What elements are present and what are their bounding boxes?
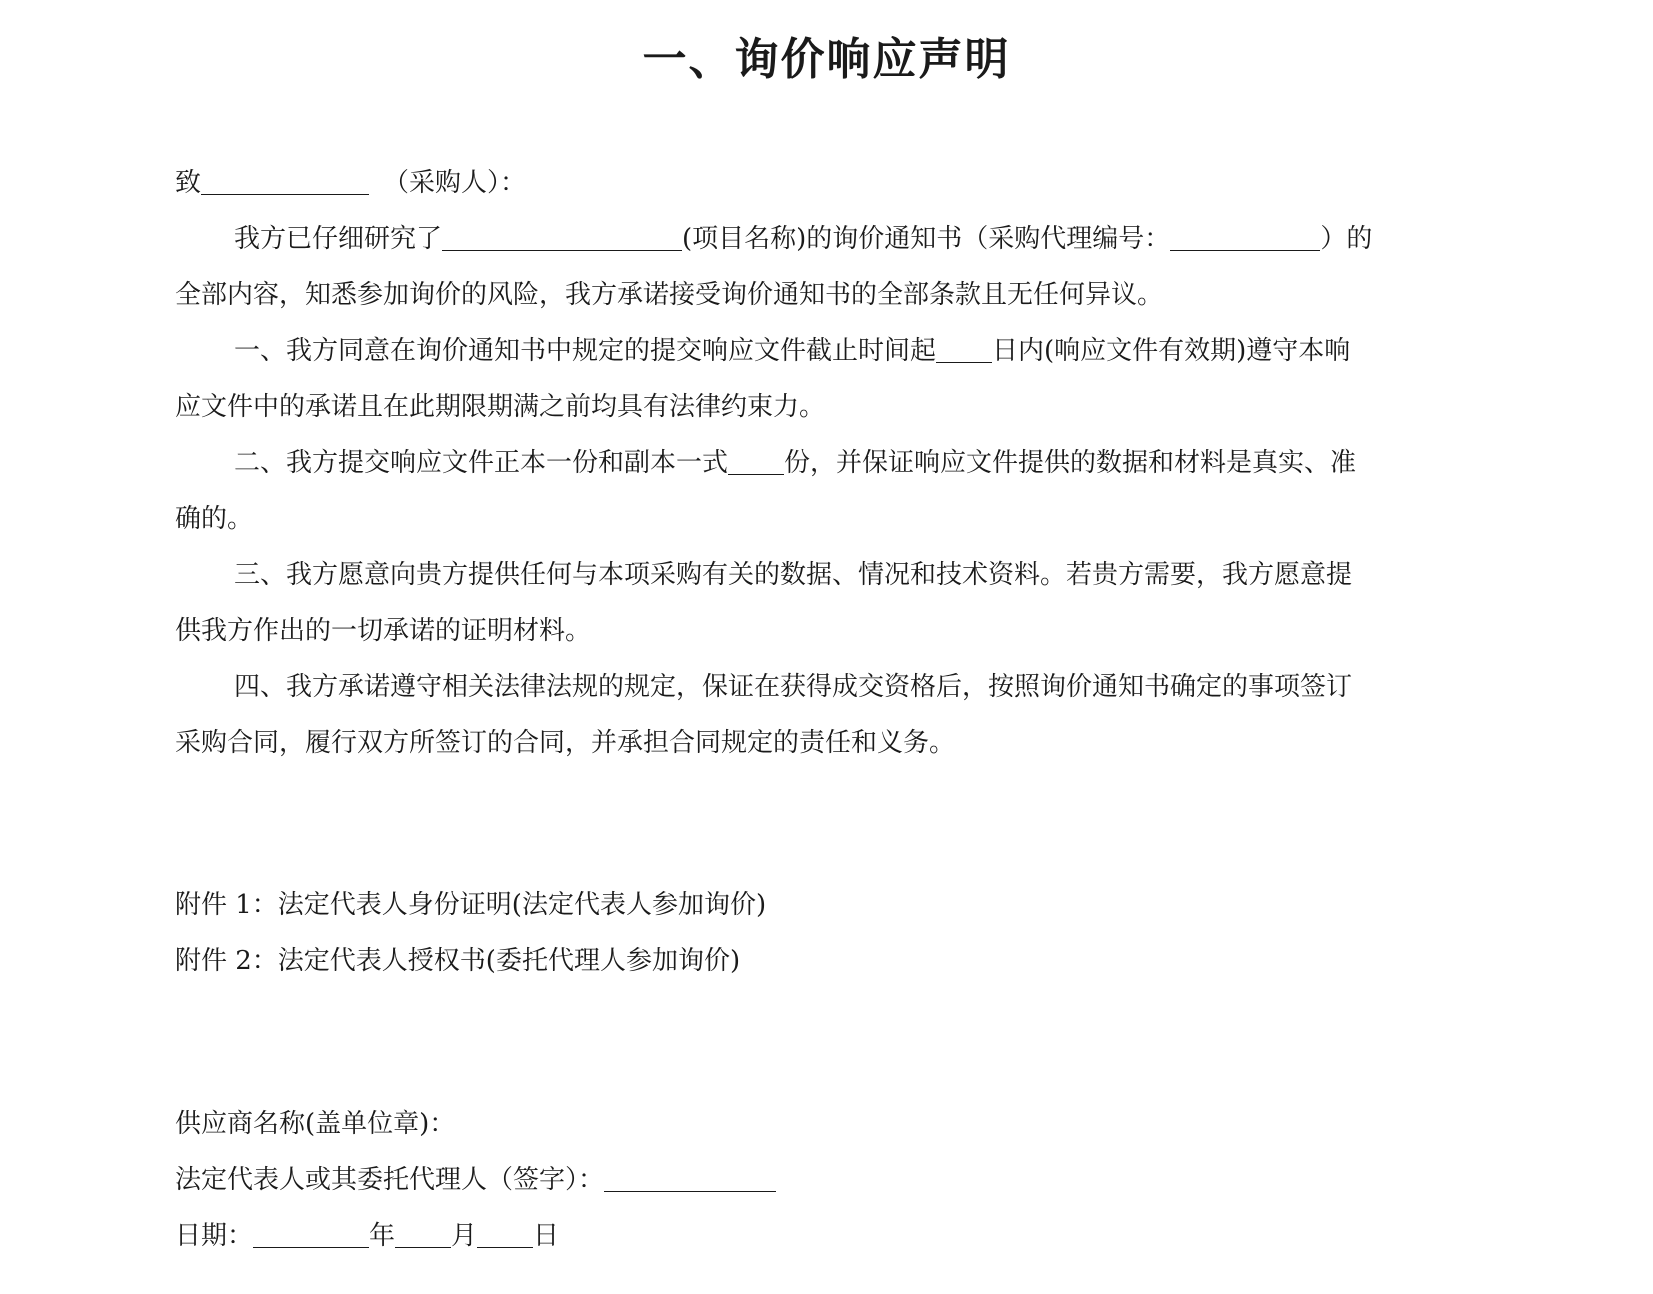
item4-text-2: 采购合同，履行双方所签订的合同，并承担合同规定的责任和义务。 <box>175 728 956 758</box>
date-line <box>175 1208 776 1264</box>
signature-block <box>175 1096 776 1264</box>
intro-paragraph-line2 <box>175 267 1493 323</box>
month-blank[interactable] <box>395 1213 451 1248</box>
day-blank[interactable] <box>477 1213 533 1248</box>
intro-text-3: ）的 <box>1320 224 1373 254</box>
attachment-item: 附件 1：法定代表人身份证明(法定代表人参加询价) <box>175 890 767 920</box>
item3-text-2: 供我方作出的一切承诺的证明材料。 <box>175 616 592 646</box>
validity-days-blank[interactable] <box>936 328 992 363</box>
item1-text-3: 应文件中的承诺且在此期限期满之前均具有法律约束力。 <box>175 392 826 422</box>
item4-line2 <box>175 715 1493 771</box>
representative-line <box>175 1152 776 1208</box>
attachment-item: 附件 2：法定代表人授权书(委托代理人参加询价) <box>175 946 741 976</box>
procurement-code-blank[interactable] <box>1170 216 1320 251</box>
item2-text-2: 份，并保证响应文件提供的数据和材料是真实、准 <box>784 448 1357 478</box>
attachments-list <box>175 877 766 989</box>
item4-text-1: 四、我方承诺遵守相关法律法规的规定，保证在获得成交资格后，按照询价通知书确定的事项签订 <box>234 672 1353 702</box>
intro-text-4: 全部内容，知悉参加询价的风险，我方承诺接受询价通知书的全部条款且无任何异议。 <box>175 280 1164 310</box>
supplier-name-line <box>175 1096 776 1152</box>
item4-line1 <box>175 659 1493 715</box>
item1-text-2: 日内(响应文件有效期)遵守本响 <box>992 336 1351 366</box>
salutation-prefix: 致 <box>175 168 202 198</box>
item3-text-1: 三、我方愿意向贵方提供任何与本项采购有关的数据、情况和技术资料。若贵方需要，我方愿意提 <box>234 560 1353 590</box>
month-label: 月 <box>451 1221 478 1251</box>
supplier-name-label: 供应商名称(盖单位章)： <box>175 1109 456 1139</box>
purchaser-blank[interactable] <box>201 160 369 195</box>
item2-line1 <box>175 435 1493 491</box>
date-label: 日期： <box>175 1221 254 1251</box>
intro-paragraph-line1 <box>175 211 1493 267</box>
item2-line2 <box>175 491 1493 547</box>
item3-line2 <box>175 603 1493 659</box>
year-blank[interactable] <box>253 1213 369 1248</box>
intro-text-1: 我方已仔细研究了 <box>234 224 443 254</box>
year-label: 年 <box>369 1221 396 1251</box>
signature-blank[interactable] <box>604 1157 776 1192</box>
project-name-blank[interactable] <box>442 216 682 251</box>
item1-line2 <box>175 379 1493 435</box>
representative-label: 法定代表人或其委托代理人（签字）： <box>175 1165 605 1195</box>
salutation-suffix: （采购人）： <box>383 168 527 198</box>
item1-text-1: 一、我方同意在询价通知书中规定的提交响应文件截止时间起 <box>234 336 937 366</box>
item2-text-3: 确的。 <box>175 504 254 534</box>
page-title: 一、询价响应声明 <box>642 34 1011 85</box>
intro-text-2: (项目名称)的询价通知书（采购代理编号： <box>682 224 1171 254</box>
salutation-line <box>175 155 1493 211</box>
declaration-body <box>175 155 1493 771</box>
day-label: 日 <box>533 1221 560 1251</box>
item1-line1 <box>175 323 1493 379</box>
item2-text-1: 二、我方提交响应文件正本一份和副本一式 <box>234 448 729 478</box>
item3-line1 <box>175 547 1493 603</box>
copies-count-blank[interactable] <box>728 440 784 475</box>
